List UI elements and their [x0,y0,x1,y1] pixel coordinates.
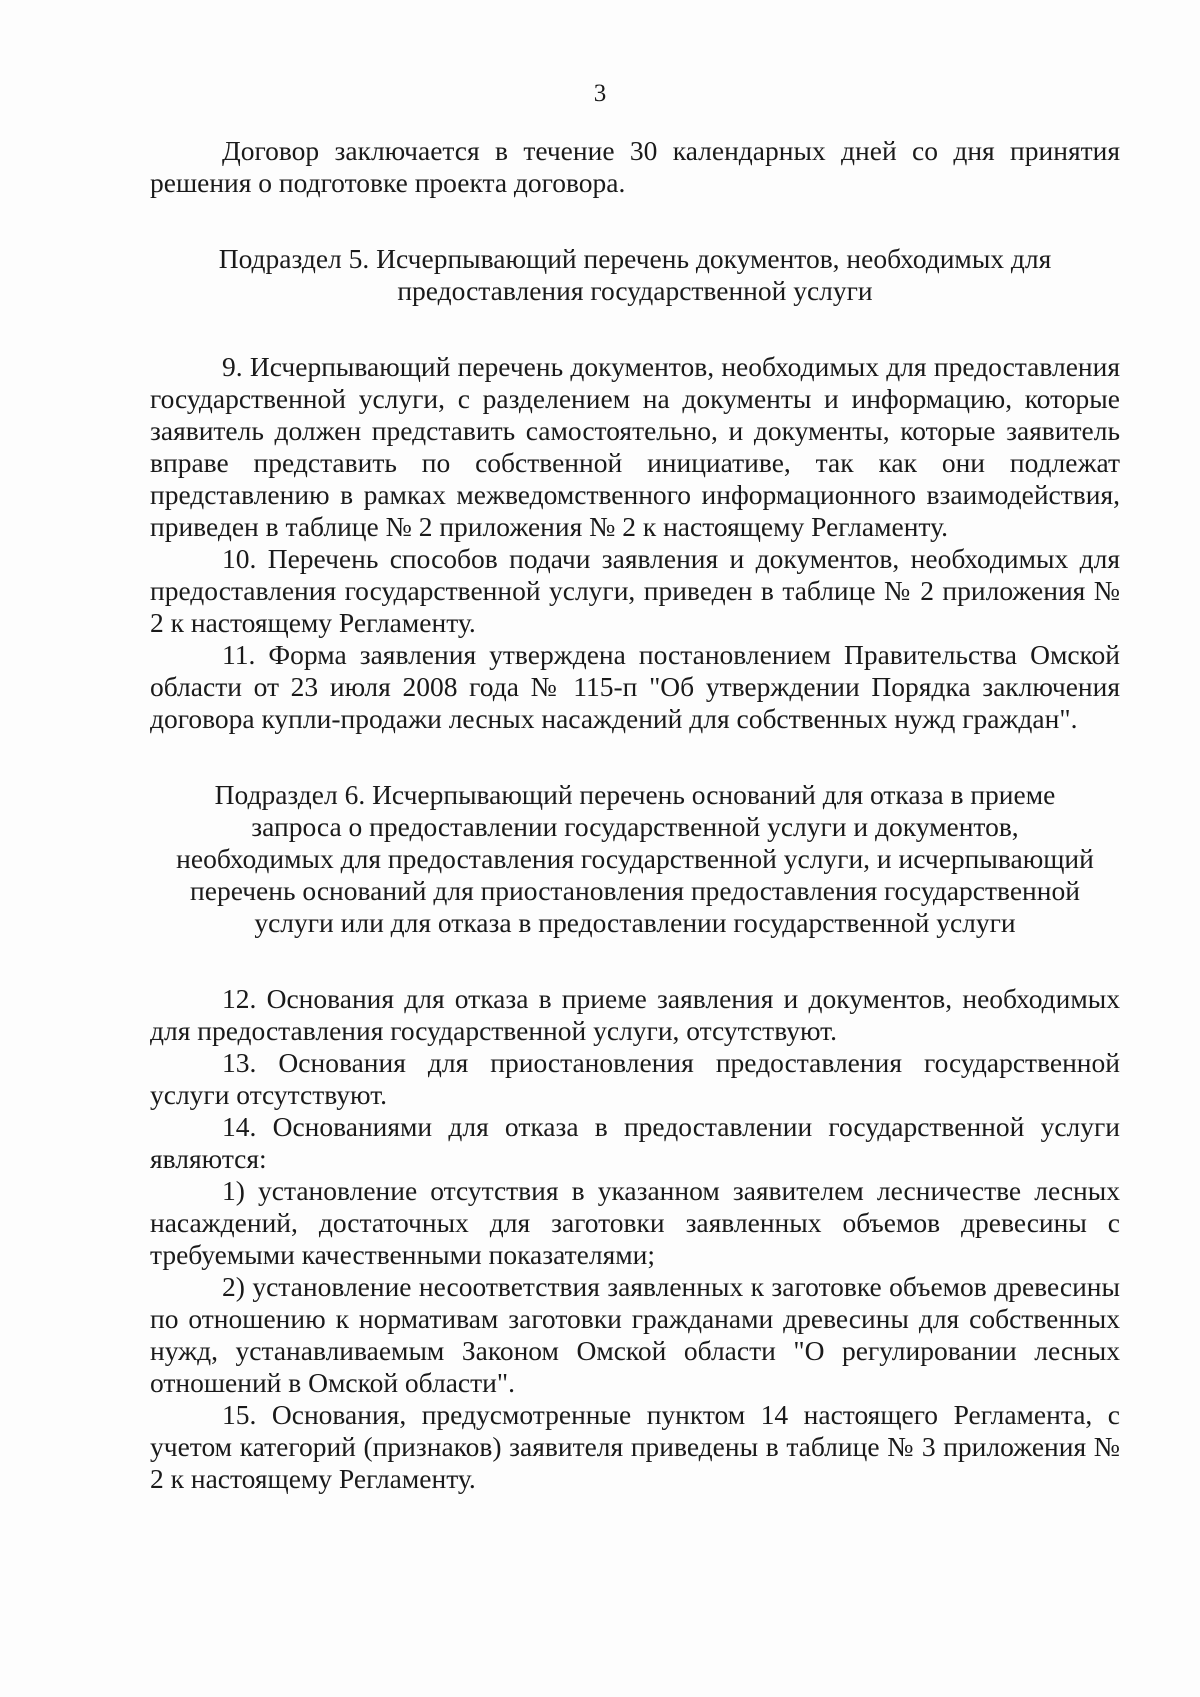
paragraph-14-item-1: 1) установление отсутствия в указанном заявителем лесничестве лесных насаждений, достаточных для заготовки заявленных объемов древесины с требуемыми качественными показателями; [150,1175,1120,1270]
subsection-6-heading: Подраздел 6. Исчерпывающий перечень оснований для отказа в приеме запроса о предоставлении государственной услуги и документов, необходимых для предоставления государственной услуги, и исчерпывающий перечень оснований для приостановления предоставления государственной услуги или для отказа в предоставлении государственной услуги [176,779,1094,938]
paragraph-14-item-2: 2) установление несоответствия заявленных к заготовке объемов древесины по отношению к нормативам заготовки гражданами древесины для собственных нужд, устанавливаемым Законом Омской области "О регулировании лесных отношений в Омской области". [150,1271,1120,1398]
paragraph-15: 15. Основания, предусмотренные пунктом 14 настоящего Регламента, с учетом категорий (признаков) заявителя приведены в таблице № 3 приложения № 2 к настоящему Регламенту. [150,1399,1120,1494]
paragraph-10: 10. Перечень способов подачи заявления и документов, необходимых для предоставления государственной услуги, приведен в таблице № 2 приложения № 2 к настоящему Регламенту. [150,543,1120,638]
page-number: 3 [593,80,607,107]
paragraph-14: 14. Основаниями для отказа в предоставлении государственной услуги являются: [150,1111,1120,1174]
paragraph-13: 13. Основания для приостановления предоставления государственной услуги отсутствуют. [150,1047,1120,1110]
paragraph-9: 9. Исчерпывающий перечень документов, необходимых для предоставления государственной услуги, с разделением на документы и информацию, которые заявитель должен представить самостоятельно, и документы, которые заявитель вправе представить по собственной инициативе, так как они подлежат представлению в рамках межведомственного информационного взаимодействия, приведен в таблице № 2 приложения № 2 к настоящему Регламенту. [150,351,1120,542]
subsection-5-heading: Подраздел 5. Исчерпывающий перечень документов, необходимых для предоставления государственной услуги [218,243,1052,306]
paragraph-11: 11. Форма заявления утверждена постановлением Правительства Омской области от 23 июля 2008 года № 115-п "Об утверждении Порядка заключения договора купли-продажи лесных насаждений для собственных нужд граждан". [150,639,1120,734]
document-body [150,135,1120,1495]
paragraph-contract-term: Договор заключается в течение 30 календарных дней со дня принятия решения о подготовке проекта договора. [150,135,1120,198]
paragraph-12: 12. Основания для отказа в приеме заявления и документов, необходимых для предоставления государственной услуги, отсутствуют. [150,983,1120,1046]
